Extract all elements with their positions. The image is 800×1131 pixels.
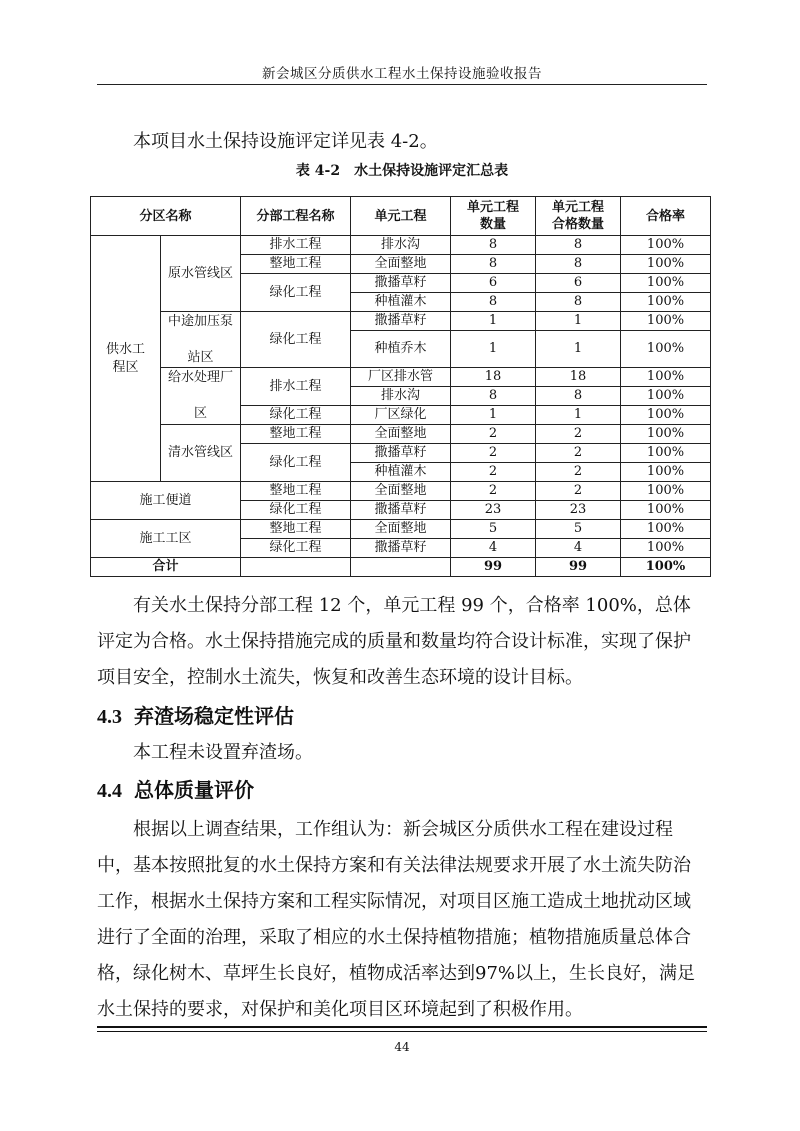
cell-count: 1 (451, 406, 536, 425)
cell-pass: 1 (536, 406, 621, 425)
group-plant (161, 368, 241, 425)
cell-count: 5 (451, 520, 536, 539)
cell-count: 2 (451, 482, 536, 501)
cell-pass: 1 (536, 312, 621, 331)
cell-unit: 撒播草籽 (351, 312, 451, 331)
cell-unit: 种植灌木 (351, 293, 451, 312)
cell-count: 8 (451, 255, 536, 274)
group-clean-pipe: 清水管线区 (161, 425, 241, 482)
group-pump-line2: 站区 (187, 349, 214, 365)
cell-rate: 100% (621, 463, 711, 482)
section-4-4-body: 根据以上调查结果，工作组认为：新会城区分质供水工程在建设过程中，基本按照批复的水土保持方案和有关法律法规要求开展了水土流失防治工作，根据水土保持方案和工程实际情况，对项目区施工造成土地扰动区域进行了全面的治理，采取了相应的水土保持植物措施；植物措施质量总体合格，绿化树木、草坪生长良好，植物成活率达到97%以上，生长良好，满足水土保持的要求，对保护和美化项目区环境起到了积极作用。 (97, 819, 696, 1020)
cell-pass: 8 (536, 293, 621, 312)
cell-count: 4 (451, 539, 536, 558)
table-caption-number: 表 4-2 (295, 163, 341, 179)
table-caption-title: 水土保持设施评定汇总表 (354, 163, 509, 179)
cell-pass: 23 (536, 501, 621, 520)
cell-unit: 种植灌木 (351, 463, 451, 482)
header-zone: 分区名称 (91, 197, 241, 236)
total-count: 99 (451, 558, 536, 577)
cell-rate: 100% (621, 387, 711, 406)
section-4-4-title: 总体质量评价 (134, 778, 254, 802)
header-unit-count-line2: 数量 (480, 217, 507, 232)
cell-sub: 排水工程 (241, 236, 351, 255)
cell-pass: 6 (536, 274, 621, 293)
group-pump-line1: 中途加压泵 (168, 313, 234, 329)
cell-count: 1 (451, 312, 536, 331)
table-row (91, 368, 711, 387)
header-sub-project: 分部工程名称 (241, 197, 351, 236)
cell-count: 8 (451, 236, 536, 255)
section-4-3-body: 本工程未设置弃渣场。 (133, 742, 313, 763)
cell-rate: 100% (621, 274, 711, 293)
group-plant-line1: 给水处理厂 (168, 370, 234, 385)
cell-pass: 2 (536, 463, 621, 482)
total-label: 合计 (91, 558, 241, 577)
group-plant-line2: 区 (194, 406, 208, 421)
cell-sub: 整地工程 (241, 482, 351, 501)
page-header: 新会城区分质供水工程水土保持设施验收报告 (262, 66, 542, 82)
cell-rate: 100% (621, 368, 711, 387)
cell-pass: 4 (536, 539, 621, 558)
section-4-3-heading (97, 700, 294, 729)
cell-rate: 100% (621, 312, 711, 331)
table-row (91, 425, 711, 444)
table-row (91, 520, 711, 539)
total-rate: 100% (621, 558, 711, 577)
cell-rate: 100% (621, 501, 711, 520)
cell-rate: 100% (621, 539, 711, 558)
cell-pass: 8 (536, 255, 621, 274)
cell-pass: 2 (536, 444, 621, 463)
header-pass-count-line2: 合格数量 (552, 217, 605, 232)
cell-unit: 排水沟 (351, 387, 451, 406)
header-unit-count-line1: 单元工程 (467, 200, 520, 215)
cell-unit: 撒播草籽 (351, 501, 451, 520)
cell-sub: 绿化工程 (241, 501, 351, 520)
cell-unit: 撒播草籽 (351, 274, 451, 293)
table-total-row (91, 558, 711, 577)
footer-rule-thin (97, 1031, 707, 1032)
group-water-supply-line2: 程区 (112, 359, 139, 375)
header-unit-count (451, 197, 536, 236)
total-unit-empty (351, 558, 451, 577)
table-row (91, 482, 711, 501)
page-number: 44 (394, 1040, 410, 1054)
cell-pass: 2 (536, 425, 621, 444)
group-pump (161, 312, 241, 368)
cell-pass: 5 (536, 520, 621, 539)
header-unit-project: 单元工程 (351, 197, 451, 236)
header-pass-rate: 合格率 (621, 197, 711, 236)
cell-count: 23 (451, 501, 536, 520)
cell-count: 8 (451, 387, 536, 406)
cell-count: 2 (451, 463, 536, 482)
cell-rate: 100% (621, 444, 711, 463)
table-row (91, 236, 711, 255)
cell-sub: 绿化工程 (241, 539, 351, 558)
cell-pass: 2 (536, 482, 621, 501)
cell-rate: 100% (621, 520, 711, 539)
cell-sub: 整地工程 (241, 425, 351, 444)
group-water-supply-line1: 供水工 (105, 341, 145, 357)
cell-sub: 整地工程 (241, 520, 351, 539)
intro-paragraph: 本项目水土保持设施评定详见表 4-2。 (133, 131, 438, 152)
cell-rate: 100% (621, 482, 711, 501)
group-raw-pipe: 原水管线区 (161, 236, 241, 312)
summary-paragraph: 有关水土保持分部工程 12 个，单元工程 99 个，合格率 100%，总体评定为合格。水土保持措施完成的质量和数量均符合设计标准，实现了保护项目安全，控制水土流失，恢复和改善生态环境的设计目标。 (97, 595, 691, 688)
cell-rate: 100% (621, 236, 711, 255)
section-4-3-title: 弃渣场稳定性评估 (134, 704, 294, 728)
cell-rate: 100% (621, 331, 711, 368)
cell-sub: 排水工程 (241, 368, 351, 406)
cell-unit: 全面整地 (351, 255, 451, 274)
cell-unit: 厂区排水管 (351, 368, 451, 387)
cell-rate: 100% (621, 255, 711, 274)
cell-unit: 撒播草籽 (351, 444, 451, 463)
table-row (91, 312, 711, 331)
cell-unit: 排水沟 (351, 236, 451, 255)
cell-sub: 整地工程 (241, 255, 351, 274)
cell-sub: 绿化工程 (241, 444, 351, 482)
cell-unit: 全面整地 (351, 520, 451, 539)
header-rule (97, 84, 707, 85)
cell-pass: 8 (536, 387, 621, 406)
cell-rate: 100% (621, 293, 711, 312)
cell-pass: 1 (536, 331, 621, 368)
cell-unit: 厂区绿化 (351, 406, 451, 425)
header-pass-count-line1: 单元工程 (552, 200, 605, 215)
section-4-3-number: 4.3 (97, 706, 122, 728)
cell-unit: 撒播草籽 (351, 539, 451, 558)
cell-sub: 绿化工程 (241, 406, 351, 425)
cell-rate: 100% (621, 406, 711, 425)
cell-sub: 绿化工程 (241, 312, 351, 368)
cell-rate: 100% (621, 425, 711, 444)
group-road: 施工便道 (91, 482, 241, 520)
total-pass: 99 (536, 558, 621, 577)
total-sub-empty (241, 558, 351, 577)
section-4-4-heading (97, 774, 254, 803)
section-4-4-number: 4.4 (97, 780, 122, 802)
cell-pass: 18 (536, 368, 621, 387)
cell-sub: 绿化工程 (241, 274, 351, 312)
cell-count: 2 (451, 425, 536, 444)
table-caption (97, 160, 707, 180)
table-header-row (91, 197, 711, 236)
cell-pass: 8 (536, 236, 621, 255)
footer-rule-thick (97, 1026, 707, 1028)
cell-count: 18 (451, 368, 536, 387)
cell-unit: 种植乔木 (351, 331, 451, 368)
group-work: 施工工区 (91, 520, 241, 558)
cell-unit: 全面整地 (351, 482, 451, 501)
evaluation-table (90, 196, 711, 577)
cell-count: 8 (451, 293, 536, 312)
header-pass-count (536, 197, 621, 236)
cell-unit: 全面整地 (351, 425, 451, 444)
cell-count: 1 (451, 331, 536, 368)
cell-count: 6 (451, 274, 536, 293)
cell-count: 2 (451, 444, 536, 463)
group-water-supply (91, 236, 161, 482)
